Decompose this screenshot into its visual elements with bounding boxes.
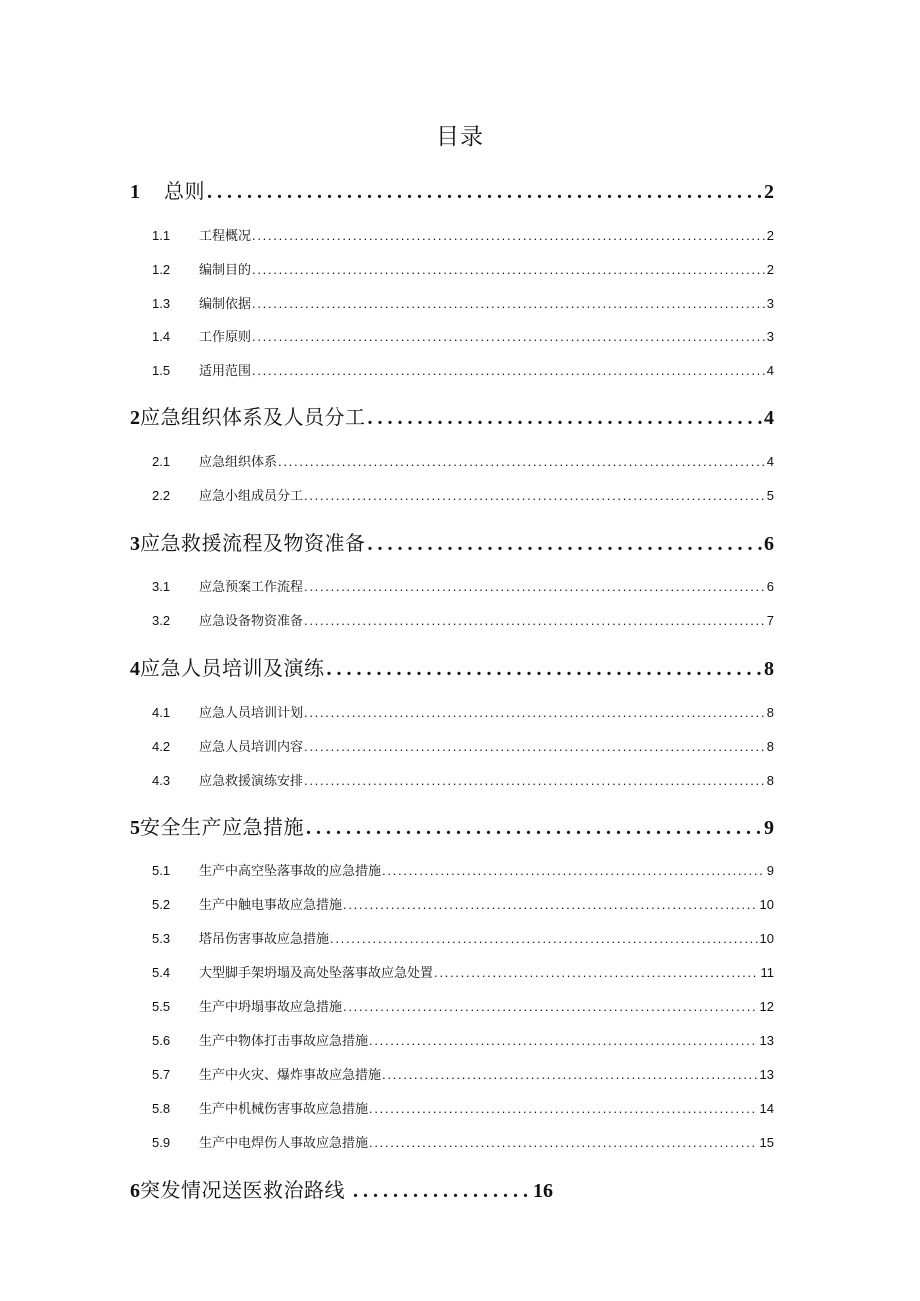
item-number: 5.6	[152, 1033, 171, 1048]
toc-item-1-4[interactable]	[152, 327, 774, 348]
item-page: 13	[759, 1067, 774, 1082]
item-page: 10	[759, 931, 774, 946]
section-label: 安全生产应急措施	[140, 815, 304, 839]
item-number: 4.1	[152, 705, 171, 720]
leader-dots	[304, 577, 765, 597]
toc-item-5-8[interactable]	[152, 1099, 774, 1120]
item-label: 生产中触电事故应急措施	[199, 898, 343, 913]
leader-dots	[304, 611, 765, 631]
item-page: 5	[766, 488, 774, 503]
item-label: 应急救援演练安排	[199, 774, 304, 789]
item-number: 2.2	[152, 488, 171, 503]
leader-dots	[304, 771, 765, 791]
item-label: 生产中物体打击事故应急措施	[199, 1034, 369, 1049]
item-page: 12	[759, 999, 774, 1014]
leader-dots	[252, 226, 765, 246]
item-number: 5.2	[152, 897, 171, 912]
leader-dots	[278, 452, 765, 472]
item-page: 7	[766, 613, 774, 628]
item-page: 8	[766, 773, 774, 788]
toc-item-5-1[interactable]	[152, 861, 774, 882]
item-page: 4	[766, 454, 774, 469]
toc-item-5-7[interactable]	[152, 1065, 774, 1086]
item-page: 8	[766, 739, 774, 754]
toc-item-1-1[interactable]	[152, 226, 774, 247]
leader-dots	[343, 997, 758, 1017]
item-page: 2	[766, 228, 774, 243]
item-label: 生产中高空坠落事故的应急措施	[199, 864, 382, 879]
item-label: 编制目的	[199, 263, 252, 278]
item-page: 15	[759, 1135, 774, 1150]
item-label: 应急人员培训内容	[199, 740, 304, 755]
item-label: 应急小组成员分工	[199, 489, 304, 504]
item-number: 2.1	[152, 454, 171, 469]
section-number: 1	[130, 181, 140, 203]
item-number: 5.1	[152, 863, 171, 878]
item-page: 3	[766, 296, 774, 311]
toc-item-5-2[interactable]	[152, 895, 774, 916]
leader-dots	[252, 260, 765, 280]
item-number: 5.5	[152, 999, 171, 1014]
leader-dots	[306, 814, 762, 842]
leader-dots	[368, 404, 763, 432]
section-label: 应急人员培训及演练	[140, 656, 325, 680]
item-number: 4.2	[152, 739, 171, 754]
leader-dots	[252, 361, 765, 381]
leader-dots	[368, 530, 763, 558]
item-number: 5.7	[152, 1067, 171, 1082]
toc-item-4-3[interactable]	[152, 771, 774, 792]
leader-dots	[304, 486, 765, 506]
leader-dots	[304, 737, 765, 757]
item-label: 适用范围	[199, 364, 252, 379]
item-number: 1.2	[152, 262, 171, 277]
leader-dots	[207, 178, 762, 206]
toc-item-5-4[interactable]	[152, 963, 774, 984]
toc-item-3-2[interactable]	[152, 611, 774, 632]
toc-section-6[interactable]	[130, 1176, 553, 1205]
leader-dots	[382, 1065, 758, 1085]
leader-dots	[327, 655, 763, 683]
item-page: 6	[766, 579, 774, 594]
section-number: 6	[130, 1180, 140, 1202]
leader-dots	[369, 1099, 758, 1119]
section-label: 应急组织体系及人员分工	[140, 405, 366, 429]
item-number: 5.3	[152, 931, 171, 946]
item-label: 应急人员培训计划	[199, 706, 304, 721]
item-page: 14	[759, 1101, 774, 1116]
item-number: 1.5	[152, 363, 171, 378]
section-page: 4	[764, 407, 774, 429]
section-page: 9	[764, 817, 774, 839]
leader-dots	[369, 1031, 758, 1051]
toc-section-1[interactable]	[130, 177, 774, 206]
item-page: 4	[766, 363, 774, 378]
section-page: 8	[764, 658, 774, 680]
leader-dots	[353, 1177, 531, 1205]
section-number: 4	[130, 658, 140, 680]
item-label: 生产中机械伤害事故应急措施	[199, 1102, 369, 1117]
item-label: 生产中坍塌事故应急措施	[199, 1000, 343, 1015]
item-page: 10	[759, 897, 774, 912]
item-page: 3	[766, 329, 774, 344]
leader-dots	[369, 1133, 758, 1153]
section-number: 2	[130, 407, 140, 429]
section-page: 16	[533, 1180, 553, 1202]
item-number: 3.1	[152, 579, 171, 594]
toc-item-2-1[interactable]	[152, 452, 774, 473]
toc-item-1-3[interactable]	[152, 294, 774, 315]
leader-dots	[330, 929, 758, 949]
item-page: 2	[766, 262, 774, 277]
leader-dots	[304, 703, 765, 723]
item-number: 1.1	[152, 228, 171, 243]
section-label: 应急救援流程及物资准备	[140, 531, 366, 555]
toc-title: 目录	[436, 124, 484, 150]
toc-item-2-2[interactable]	[152, 486, 774, 507]
leader-dots	[434, 963, 758, 983]
toc-section-4[interactable]	[130, 654, 774, 683]
item-label: 应急预案工作流程	[199, 580, 304, 595]
item-label: 生产中火灾、爆炸事故应急措施	[199, 1068, 382, 1083]
item-label: 生产中电焊伤人事故应急措施	[199, 1136, 369, 1151]
item-label: 大型脚手架坍塌及高处坠落事故应急处置	[199, 966, 434, 981]
item-number: 5.9	[152, 1135, 171, 1150]
toc-item-1-5[interactable]	[152, 361, 774, 382]
toc-item-5-3[interactable]	[152, 929, 774, 950]
item-number: 5.4	[152, 965, 171, 980]
toc-item-5-5[interactable]	[152, 997, 774, 1018]
toc-item-4-2[interactable]	[152, 737, 774, 758]
item-label: 应急组织体系	[199, 455, 278, 470]
item-number: 3.2	[152, 613, 171, 628]
item-number: 5.8	[152, 1101, 171, 1116]
toc-item-3-1[interactable]	[152, 577, 774, 598]
item-label: 塔吊伤害事故应急措施	[199, 932, 330, 947]
item-page: 13	[759, 1033, 774, 1048]
item-page: 9	[766, 863, 774, 878]
item-number: 4.3	[152, 773, 171, 788]
section-number: 5	[130, 817, 140, 839]
leader-dots	[343, 895, 758, 915]
toc-item-1-2[interactable]	[152, 260, 774, 281]
leader-dots	[382, 861, 765, 881]
leader-dots	[252, 327, 765, 347]
item-label: 编制依据	[199, 297, 252, 312]
toc-item-5-9[interactable]	[152, 1133, 774, 1154]
item-page: 8	[766, 705, 774, 720]
item-label: 工程概况	[199, 229, 252, 244]
toc-item-4-1[interactable]	[152, 703, 774, 724]
section-page: 6	[764, 533, 774, 555]
item-page: 11	[760, 965, 774, 980]
section-number: 3	[130, 533, 140, 555]
section-page: 2	[764, 181, 774, 203]
item-label: 工作原则	[199, 330, 252, 345]
toc-section-3[interactable]	[130, 529, 774, 558]
toc-section-5[interactable]	[130, 813, 774, 842]
item-number: 1.4	[152, 329, 171, 344]
toc-item-5-6[interactable]	[152, 1031, 774, 1052]
leader-dots	[252, 294, 765, 314]
item-number: 1.3	[152, 296, 171, 311]
toc-section-2[interactable]	[130, 403, 774, 432]
section-label: 突发情况送医救治路线	[140, 1178, 345, 1202]
section-label: 总则	[164, 179, 205, 203]
item-label: 应急设备物资准备	[199, 614, 304, 629]
